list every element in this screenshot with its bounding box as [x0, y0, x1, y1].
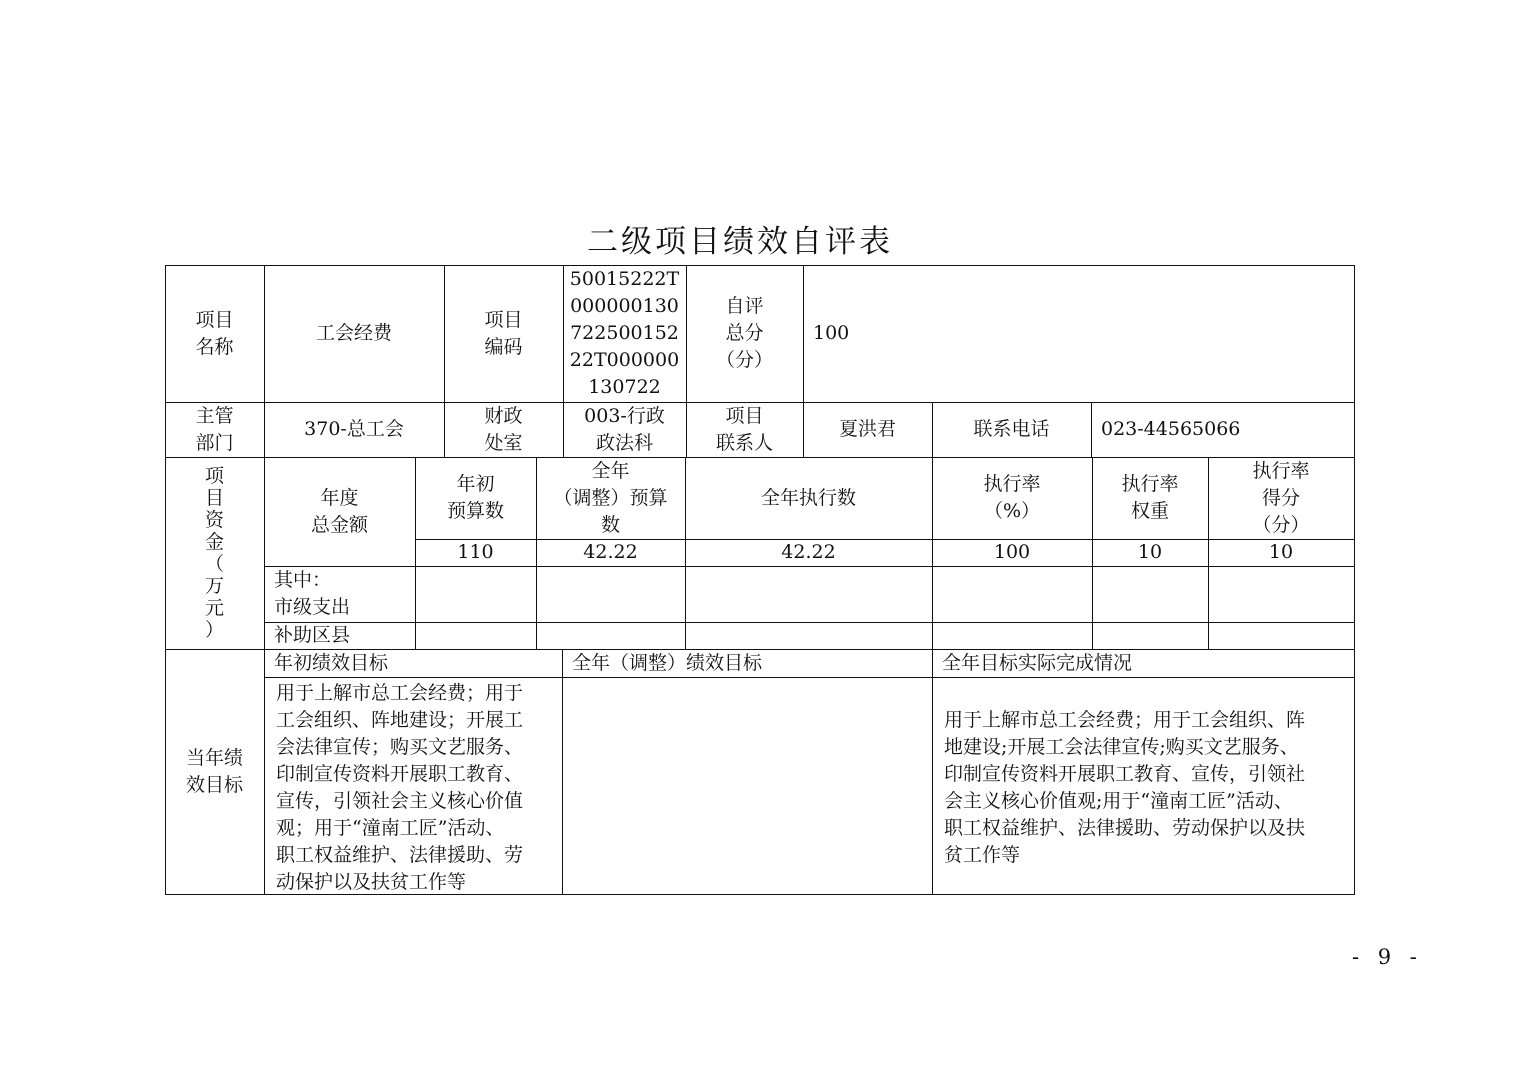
- project-code-value: 50015222T 000000130 722500152 22T000000 130722: [569, 268, 680, 398]
- actual-goal-header: 全年目标实际完成情况: [942, 651, 1133, 674]
- funds-side-label: 项 目 资 金 （ 万 元 ）: [204, 465, 224, 641]
- project-name-value: 工会经费: [315, 322, 392, 344]
- initial-budget-header: 年初 预算数: [446, 473, 504, 522]
- finance-label: 财政 处室: [484, 404, 523, 454]
- exec-weight-header: 执行率 权重: [1121, 473, 1179, 522]
- subsidy-label: 补助区县: [274, 624, 351, 646]
- executed-header: 全年执行数: [760, 486, 856, 509]
- exec-score-value: 10: [1268, 541, 1294, 563]
- score-label: 自评 总分 （分）: [715, 295, 773, 371]
- score-value: 100: [813, 322, 850, 344]
- initial-goal-text: 用于上解市总工会经费；用于 工会组织、阵地建设；开展工 会法律宣传；购买文艺服务、 印制宣传资料开展职工教育、 宣传，引领社会主义核心价值 观；用于“潼南工匠”活动、 职工权益维护、法律援助、劳 动保护以及扶贫工作等: [276, 682, 524, 893]
- annual-total-header: 年度 总金额: [310, 486, 368, 536]
- project-name-label: 项目 名称: [195, 308, 234, 358]
- initial-budget-value: 110: [457, 541, 494, 563]
- exec-rate-value: 100: [993, 541, 1031, 563]
- finance-value: 003-行政 政法科: [584, 404, 665, 454]
- page-number: - 9 -: [1352, 945, 1423, 969]
- phone-value: 023-44565066: [1101, 418, 1241, 440]
- page-title: 二级项目绩效自评表: [587, 224, 893, 260]
- actual-goal-text: 用于上解市总工会经费；用于工会组织、阵 地建设;开展工会法律宣传;购买文艺服务、 印制宣传资料开展职工教育、宣传，引领社 会主义核心价值观;用于“潼南工匠”活动、 职工权益维护、法律援助、劳动保护以及扶 贫工作等: [944, 709, 1306, 866]
- adjusted-budget-header: 全年 （调整）预算 数: [553, 459, 668, 536]
- executed-value: 42.22: [781, 541, 836, 563]
- initial-goal-header: 年初绩效目标: [274, 651, 389, 674]
- dept-value: 370-总工会: [304, 418, 404, 440]
- project-code-label: 项目 编码: [484, 308, 523, 358]
- contact-label: 项目 联系人: [715, 404, 773, 454]
- of-which-label: 其中： 市级支出: [274, 569, 351, 618]
- exec-weight-value: 10: [1137, 541, 1163, 563]
- dept-label: 主管 部门: [195, 404, 234, 454]
- exec-rate-header: 执行率 （%）: [983, 473, 1041, 522]
- exec-score-header: 执行率 得分 （分）: [1252, 459, 1310, 536]
- adjusted-budget-value: 42.22: [583, 541, 638, 563]
- contact-value: 夏洪君: [838, 418, 896, 440]
- phone-label: 联系电话: [973, 418, 1050, 440]
- adjusted-goal-header: 全年（调整）绩效目标: [572, 651, 763, 674]
- goals-side-label: 当年绩 效目标: [185, 746, 243, 796]
